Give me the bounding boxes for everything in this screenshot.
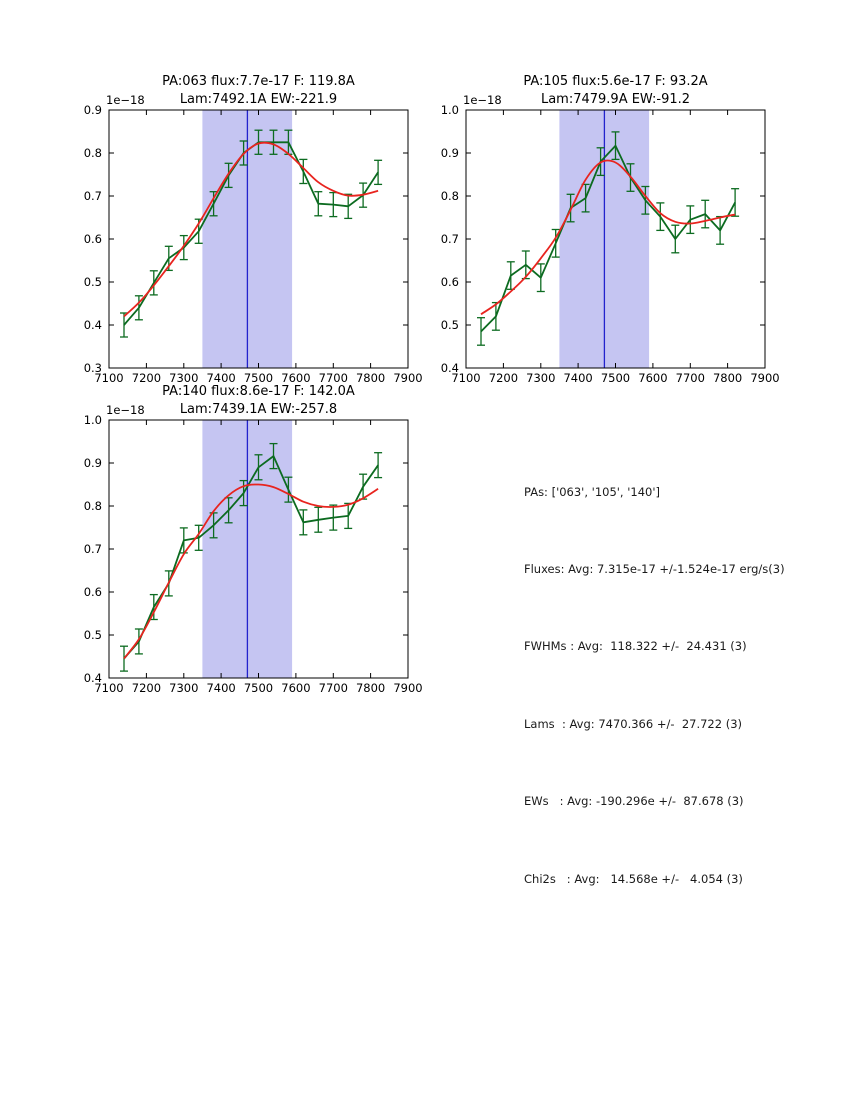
y-tick-label: 0.5 — [83, 275, 102, 290]
stats-line-fluxes: Fluxes: Avg: 7.315e-17 +/-1.524e-17 erg/s(3) — [524, 561, 785, 576]
y-axis-offset-label: 1e−18 — [106, 93, 145, 107]
x-tick-label: 7600 — [638, 371, 668, 385]
x-tick-label: 7300 — [169, 371, 199, 385]
subplot-title-line2: Lam:7492.1A EW:-221.9 — [179, 91, 338, 107]
subplot-title-line1: PA:063 flux:7.7e-17 F: 119.8A — [162, 74, 355, 89]
stats-line-chi2s: Chi2s : Avg: 14.568e +/- 4.054 (3) — [524, 871, 743, 886]
subplot-title — [109, 73, 408, 108]
x-tick-label: 7500 — [243, 371, 274, 385]
x-tick-label: 7300 — [169, 681, 199, 695]
y-tick-label: 0.5 — [440, 318, 459, 333]
x-tick-label: 7900 — [750, 371, 780, 385]
spectrum-chart-pa140 — [49, 370, 429, 700]
x-tick-label: 7600 — [281, 371, 311, 385]
x-tick-label: 7700 — [318, 371, 348, 385]
stats-line-fwhms: FWHMs : Avg: 118.322 +/- 24.431 (3) — [524, 639, 747, 654]
y-tick-label: 0.9 — [83, 103, 102, 118]
y-tick-label: 0.7 — [440, 232, 459, 247]
y-tick-label: 0.9 — [440, 146, 459, 161]
x-tick-label: 7800 — [355, 681, 386, 695]
x-tick-label: 7800 — [355, 371, 386, 385]
y-tick-label: 0.4 — [83, 671, 102, 686]
y-axis-offset-label: 1e−18 — [463, 93, 502, 107]
y-tick-label: 0.8 — [83, 499, 102, 514]
x-tick-label: 7100 — [94, 371, 124, 385]
subplot-title — [109, 383, 408, 418]
subplot-title-line1: PA:105 flux:5.6e-17 F: 93.2A — [523, 74, 708, 89]
x-tick-label: 7100 — [451, 371, 481, 385]
x-tick-label: 7900 — [393, 371, 423, 385]
stats-line-lams: Lams : Avg: 7470.366 +/- 27.722 (3) — [524, 716, 743, 731]
stats-line-ews: EWs : Avg: -190.296e +/- 87.678 (3) — [524, 794, 744, 809]
y-tick-label: 0.8 — [440, 189, 459, 204]
stats-panel — [524, 428, 785, 944]
x-tick-label: 7200 — [131, 371, 162, 385]
subplot-pa140 — [49, 370, 429, 700]
stats-line-pas: PAs: ['063', '105', '140'] — [524, 484, 661, 499]
x-tick-label: 7700 — [675, 371, 705, 385]
x-tick-label: 7700 — [318, 681, 348, 695]
spectrum-chart-pa105 — [406, 60, 786, 390]
x-tick-label: 7500 — [600, 371, 631, 385]
y-tick-label: 0.9 — [83, 456, 102, 471]
x-tick-label: 7400 — [206, 681, 236, 695]
subplot-title-line2: Lam:7479.9A EW:-91.2 — [540, 91, 691, 107]
x-tick-label: 7400 — [563, 371, 593, 385]
y-axis-offset-label: 1e−18 — [106, 403, 145, 417]
x-tick-label: 7100 — [94, 681, 124, 695]
x-tick-label: 7200 — [488, 371, 519, 385]
y-tick-label: 0.8 — [83, 146, 102, 161]
subplot-pa063 — [49, 60, 429, 390]
y-tick-label: 0.3 — [83, 361, 102, 376]
y-tick-label: 0.6 — [83, 232, 102, 247]
y-tick-label: 0.4 — [440, 361, 459, 376]
subplot-title — [466, 73, 765, 108]
y-tick-label: 1.0 — [83, 413, 102, 428]
y-tick-label: 0.4 — [83, 318, 102, 333]
x-tick-label: 7500 — [243, 681, 274, 695]
spectrum-chart-pa063 — [49, 60, 429, 390]
subplot-title-line1: PA:140 flux:8.6e-17 F: 142.0A — [162, 384, 355, 399]
x-tick-label: 7600 — [281, 681, 311, 695]
x-tick-label: 7300 — [526, 371, 556, 385]
x-tick-label: 7900 — [393, 681, 423, 695]
y-tick-label: 0.6 — [440, 275, 459, 290]
x-tick-label: 7200 — [131, 681, 162, 695]
y-tick-label: 1.0 — [440, 103, 459, 118]
y-tick-label: 0.6 — [83, 585, 102, 600]
x-tick-label: 7400 — [206, 371, 236, 385]
y-tick-label: 0.7 — [83, 542, 102, 557]
x-tick-label: 7800 — [712, 371, 743, 385]
y-tick-label: 0.7 — [83, 189, 102, 204]
subplot-title-line2: Lam:7439.1A EW:-257.8 — [179, 401, 338, 417]
subplot-pa105 — [406, 60, 786, 390]
y-tick-label: 0.5 — [83, 628, 102, 643]
